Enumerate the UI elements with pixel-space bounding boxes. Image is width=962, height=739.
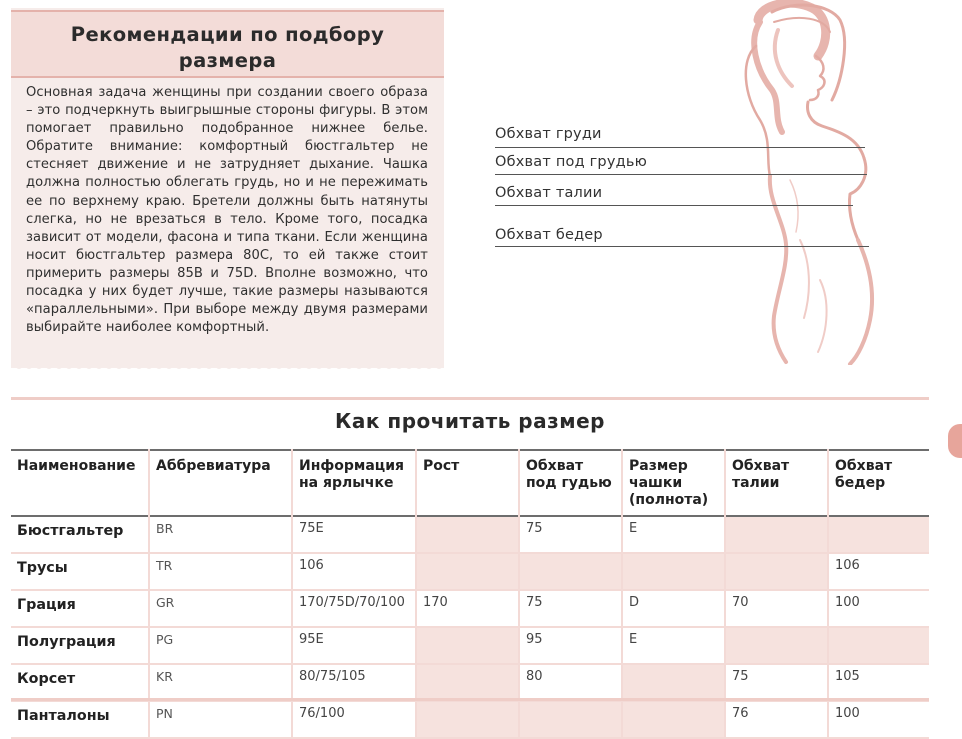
table-row <box>11 590 929 627</box>
cell-name: Трусы <box>11 553 149 590</box>
cell-height <box>416 553 519 590</box>
cell-underbust: 80 <box>519 664 622 701</box>
cell-height <box>416 701 519 738</box>
header-hips: Обхват бедер <box>835 458 893 491</box>
header-label-info: Информация на ярлычке <box>292 450 416 516</box>
header-bottom-border <box>11 76 444 78</box>
recommendation-header <box>11 12 444 78</box>
cell-abbr: KR <box>149 664 292 701</box>
cell-waist: 70 <box>725 590 828 627</box>
measurement-waist-line <box>495 205 853 206</box>
cell-hips: 105 <box>828 664 929 701</box>
cell-abbr: PG <box>149 627 292 664</box>
cell-name: Грация <box>11 590 149 627</box>
table-top-rule <box>11 397 929 400</box>
measurement-hips-line <box>495 246 869 247</box>
cell-waist: 75 <box>725 664 828 701</box>
cell-height <box>416 516 519 553</box>
cell-label: 95E <box>292 627 416 664</box>
recommendation-text: Основная задача женщины при создании своего образа – это подчеркнуть выигрышные стороны фигуры. В этом помогает правильно подобранное нижнее белье. Обратите внимание: комфортный бюстгальтер не стесняет движение и не затрудняет дыхание. Чашка должна полностью облегать грудь, но и не пережимать ее по верхнему краю. Бретели должны быть натянуты слегка, но не врезаться в тело. Кроме того, посадка зависит от модели, фасона и типа ткани. Если женщина носит бюстгальтер размера 80С, то ей также стоит примерить размеры 85В и 75D. Вполне возможно, что посадка у них будет лучше, такие размеры называются «параллельными». При выборе между двумя размерами выбирайте наиболее комфортный. <box>26 85 428 336</box>
cell-abbr: GR <box>149 590 292 627</box>
measurement-hips-label: Обхват бедер <box>495 227 603 243</box>
size-table <box>11 449 929 739</box>
cell-abbr: BR <box>149 516 292 553</box>
table-row <box>11 627 929 664</box>
cell-underbust: 75 <box>519 516 622 553</box>
cell-name: Бюстгальтер <box>11 516 149 553</box>
measurement-chest-line <box>495 147 865 148</box>
cell-cup: D <box>622 590 725 627</box>
table-header-row <box>11 450 929 516</box>
table-row <box>11 516 929 553</box>
cell-name: Полуграция <box>11 627 149 664</box>
table-bottom-rule <box>11 698 929 701</box>
cell-hips <box>828 627 929 664</box>
header-waist: Обхват талии <box>725 450 828 516</box>
cell-name: Корсет <box>11 664 149 701</box>
cell-hips: 106 <box>828 553 929 590</box>
cell-cup <box>622 664 725 701</box>
header-underbust: Обхват под гудью <box>519 450 622 516</box>
cell-underbust <box>519 701 622 738</box>
cell-height: 170 <box>416 590 519 627</box>
cell-waist <box>725 627 828 664</box>
cell-name: Панталоны <box>11 701 149 738</box>
scalloped-edge <box>11 362 444 374</box>
header-cup: Размер чашки (полнота) <box>622 450 725 516</box>
cell-waist <box>725 553 828 590</box>
cell-waist: 76 <box>725 701 828 738</box>
cell-height <box>416 664 519 701</box>
cell-height <box>416 627 519 664</box>
side-tab-marker <box>948 424 962 458</box>
title-line-2: размера <box>178 49 277 72</box>
cell-label: 75E <box>292 516 416 553</box>
cell-waist <box>725 516 828 553</box>
header-height: Рост <box>416 450 519 516</box>
recommendation-box <box>11 8 444 368</box>
female-figure-illustration <box>700 0 962 365</box>
cell-label: 80/75/105 <box>292 664 416 701</box>
table-row <box>11 664 929 701</box>
cell-cup <box>622 701 725 738</box>
cell-cup: E <box>622 627 725 664</box>
measurement-underbust-label: Обхват под грудью <box>495 154 647 170</box>
recommendation-title <box>11 22 444 74</box>
title-line-1: Рекомендации по подбору <box>70 23 385 46</box>
cell-cup: E <box>622 516 725 553</box>
header-name: Наименование <box>11 450 149 516</box>
cell-underbust: 75 <box>519 590 622 627</box>
table-row <box>11 701 929 738</box>
measurement-underbust-line <box>495 174 867 175</box>
cell-abbr: PN <box>149 701 292 738</box>
cell-label: 170/75D/70/100 <box>292 590 416 627</box>
measurement-waist-label: Обхват талии <box>495 185 603 201</box>
cell-abbr: TR <box>149 553 292 590</box>
measurement-chest-label: Обхват груди <box>495 126 602 142</box>
cell-hips <box>828 516 929 553</box>
cell-underbust: 95 <box>519 627 622 664</box>
table-row <box>11 553 929 590</box>
cell-hips: 100 <box>828 590 929 627</box>
cell-underbust <box>519 553 622 590</box>
cell-label: 76/100 <box>292 701 416 738</box>
cell-cup <box>622 553 725 590</box>
cell-hips: 100 <box>828 701 929 738</box>
table-title: Как прочитать размер <box>335 409 605 433</box>
header-abbr: Аббревиатура <box>149 450 292 516</box>
cell-label: 106 <box>292 553 416 590</box>
